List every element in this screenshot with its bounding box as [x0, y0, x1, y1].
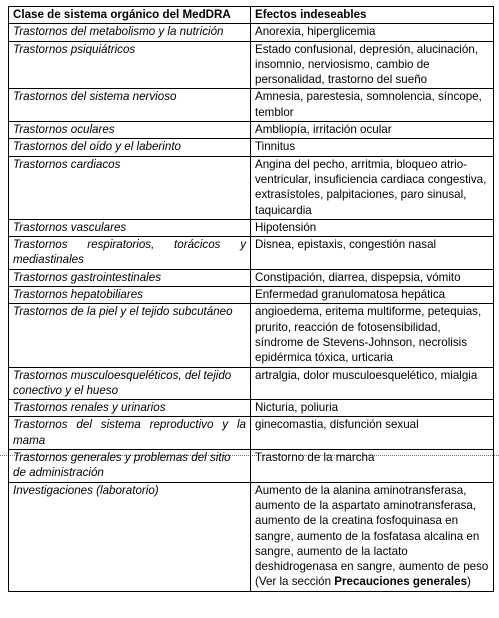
- organ-class-cell: Trastornos musculoesqueléticos, del tejido conectivo y el hueso: [9, 367, 251, 400]
- effects-cell: Trastorno de la marcha: [251, 450, 494, 483]
- table-row: [9, 287, 494, 304]
- effects-cell: Estado confusional, depresión, alucinación, insomnio, nerviosismo, cambio de personalidad, trastorno del sueño: [251, 41, 494, 89]
- effects-cell: artralgia, dolor musculoesquelético, mialgia: [251, 367, 494, 400]
- effects-cell: Amnesia, parestesia, somnolencia, síncope, temblor: [251, 89, 494, 122]
- organ-class-cell: Trastornos del oído y el laberinto: [9, 139, 251, 156]
- effects-cell: Enfermedad granulomatosa hepática: [251, 287, 494, 304]
- table-row: [9, 156, 494, 219]
- table-row: [9, 139, 494, 156]
- table-row: [9, 417, 494, 450]
- effects-cell: Anorexia, hiperglicemia: [251, 24, 494, 41]
- table-row: [9, 41, 494, 89]
- table-row: [9, 24, 494, 41]
- effects-text: Aumento de la alanina aminotransferasa, aumento de la aspartato aminotransferasa, aumento de la creatina fosfoquinasa en sangre, aumento de la fosfatasa alcalina en sangre, aumento de la lactato deshidrogenasa en sangre, aumento de peso (Ver la sección: [255, 483, 489, 589]
- table-row: [9, 237, 494, 270]
- effects-tail: ): [467, 575, 471, 589]
- effects-cell: angioedema, eritema multiforme, petequias, prurito, reacción de fotosensibilidad, síndrome de Stevens-Johnson, necrolisis epidérmica tóxica, urticaria: [251, 304, 494, 367]
- adverse-effects-table-container: [8, 6, 494, 592]
- organ-class-cell: Trastornos de la piel y el tejido subcutáneo: [9, 304, 251, 367]
- table-row: [9, 367, 494, 400]
- header-adverse-effects: Efectos indeseables: [251, 7, 494, 24]
- precautions-reference: Precauciones generales: [334, 575, 468, 589]
- organ-class-cell: Trastornos cardiacos: [9, 156, 251, 219]
- adverse-effects-table: [8, 6, 494, 592]
- organ-class-cell: Trastornos vasculares: [9, 219, 251, 236]
- table-row: [9, 400, 494, 417]
- table-row: [9, 219, 494, 236]
- effects-cell: Constipación, diarrea, dispepsia, vómito: [251, 269, 494, 286]
- organ-class-cell: Trastornos oculares: [9, 122, 251, 139]
- organ-class-cell: Trastornos del sistema reproductivo y la mama: [9, 417, 251, 450]
- organ-class-cell: Trastornos del metabolismo y la nutrición: [9, 24, 251, 41]
- table-row: [9, 482, 494, 591]
- table-header-row: [9, 7, 494, 24]
- table-row: [9, 269, 494, 286]
- effects-cell: Nicturia, poliuria: [251, 400, 494, 417]
- effects-cell: Disnea, epistaxis, congestión nasal: [251, 237, 494, 270]
- effects-cell: Tinnitus: [251, 139, 494, 156]
- organ-class-cell: Trastornos hepatobiliares: [9, 287, 251, 304]
- effects-cell: Ambliopía, irritación ocular: [251, 122, 494, 139]
- effects-cell: ginecomastia, disfunción sexual: [251, 417, 494, 450]
- table-row: [9, 89, 494, 122]
- effects-cell: [251, 482, 494, 591]
- organ-class-cell: Trastornos generales y problemas del sitio de administración: [9, 450, 251, 483]
- organ-class-cell: Trastornos gastrointestinales: [9, 269, 251, 286]
- organ-class-cell: Investigaciones (laboratorio): [9, 482, 251, 591]
- table-row: [9, 122, 494, 139]
- table-row: [9, 304, 494, 367]
- table-row: [9, 450, 494, 483]
- effects-cell: Hipotensión: [251, 219, 494, 236]
- header-organ-class: Clase de sistema orgánico del MedDRA: [9, 7, 251, 24]
- organ-class-cell: Trastornos respiratorios, torácicos y mediastinales: [9, 237, 251, 270]
- organ-class-cell: Trastornos del sistema nervioso: [9, 89, 251, 122]
- organ-class-cell: Trastornos psiquiátricos: [9, 41, 251, 89]
- organ-class-cell: Trastornos renales y urinarios: [9, 400, 251, 417]
- effects-cell: Angina del pecho, arritmia, bloqueo atrio-ventricular, insuficiencia cardiaca congestiva, extrasístoles, palpitaciones, paro sinusal, taquicardia: [251, 156, 494, 219]
